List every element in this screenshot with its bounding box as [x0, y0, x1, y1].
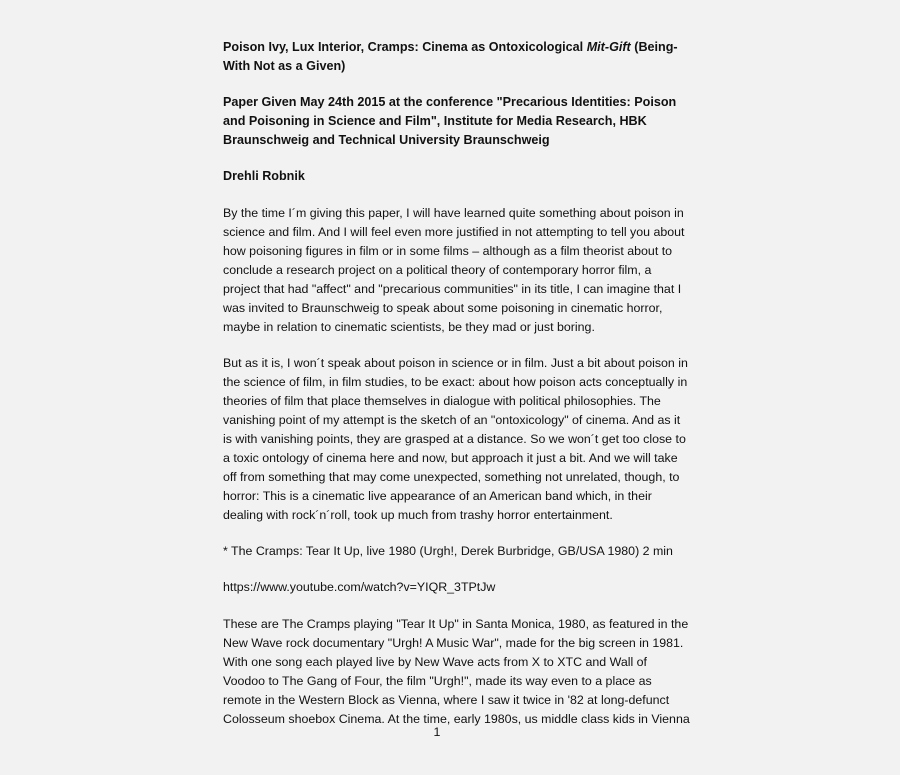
text-line: theories of film that place themselves in dialogue with political philosophies. The: [223, 394, 661, 408]
document-body: [223, 38, 693, 729]
film-reference: [223, 542, 693, 561]
text-line: New Wave rock documentary "Urgh! A Music War", made for the big screen in 1981.: [223, 636, 684, 650]
paper-subtitle: [223, 93, 693, 150]
text-line: horror: This is a cinematic live appearance of an American band which, in their: [223, 489, 652, 503]
text-line: vanishing point of my attempt is the sketch of an "ontoxicology" of cinema. And as it: [223, 413, 681, 427]
text-line: a toxic ontology of cinema here and now, but approach it just a bit. And we will take: [223, 451, 678, 465]
video-url: [223, 578, 693, 597]
text-line: off from something that may come unexpected, something not unrelated, though, to: [223, 470, 680, 484]
text-line: Voodoo to The Gang of Four, the film "Urgh!", made its way even to a place as: [223, 674, 652, 688]
subtitle-line: Paper Given May 24th 2015 at the conference "Precarious Identities: Poison: [223, 95, 677, 109]
page-number: 1: [433, 725, 441, 739]
paper-title: [223, 38, 693, 76]
paragraph-1: [223, 204, 693, 337]
paragraph-2: [223, 354, 693, 525]
title-italic-term: Mit-Gift: [586, 40, 631, 54]
title-line-2: With Not as a Given): [223, 59, 346, 73]
text-line: By the time I´m giving this paper, I will have learned quite something about poison in: [223, 206, 684, 220]
text-line: With one song each played live by New Wave acts from X to XTC and Wall of: [223, 655, 647, 669]
subtitle-line: Braunschweig and Technical University Braunschweig: [223, 133, 550, 147]
text-line: remote in the Western Block as Vienna, where I saw it twice in '82 at long-defunct: [223, 693, 670, 707]
text-line: But as it is, I won´t speak about poison in science or in film. Just a bit about poison in: [223, 356, 688, 370]
text-line: * The Cramps: Tear It Up, live 1980 (Urgh!, Derek Burbridge, GB/USA 1980) 2 min: [223, 544, 673, 558]
text-line: conclude a research project on a political theory of contemporary horror film, a: [223, 263, 652, 277]
title-line-1: Poison Ivy, Lux Interior, Cramps: Cinema as Ontoxicological Mit-Gift (Being-: [223, 40, 678, 54]
text-line: is with vanishing points, they are grasped at a distance. So we won´t get too close to: [223, 432, 686, 446]
text-line: the science of film, in film studies, to be exact: about how poison acts conceptually in: [223, 375, 688, 389]
paragraph-3: [223, 615, 693, 729]
text-line: was invited to Braunschweig to speak about some poisoning in cinematic horror,: [223, 301, 663, 315]
text-line: maybe in relation to cinematic scientists, be they mad or just boring.: [223, 320, 595, 334]
text-line: Colosseum shoebox Cinema. At the time, early 1980s, us middle class kids in Vienna: [223, 712, 690, 726]
text-line: These are The Cramps playing "Tear It Up" in Santa Monica, 1980, as featured in the: [223, 617, 689, 631]
author-name: Drehli Robnik: [223, 169, 305, 183]
text-line: how poisoning figures in film or in some films – although as a film theorist about to: [223, 244, 673, 258]
text-line: science and film. And I will feel even more justified in not attempting to tell you about: [223, 225, 685, 239]
text-line: dealing with rock´n´roll, took up much from trashy horror entertainment.: [223, 508, 613, 522]
subtitle-line: and Poisoning in Science and Film", Institute for Media Research, HBK: [223, 114, 647, 128]
url-text: https://www.youtube.com/watch?v=YIQR_3TPtJw: [223, 580, 496, 594]
text-line: project that had "affect" and "precarious communities" in its title, I can imagine that I: [223, 282, 682, 296]
